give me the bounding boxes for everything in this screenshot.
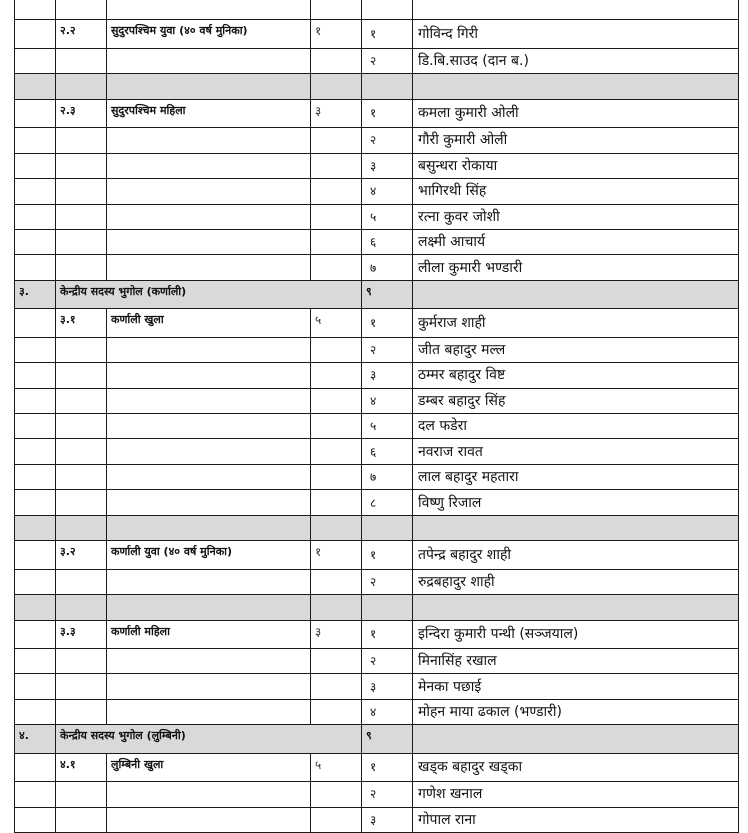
empty-cell [107,490,311,515]
subcategory-quota: ३ [311,99,362,127]
serial-number: ७ [362,255,413,280]
candidate-row [15,414,739,439]
candidate-row [15,807,739,832]
empty-cell [56,807,107,832]
empty-cell [15,515,56,540]
candidate-name: बसुन्धरा रोकाया [413,153,739,178]
empty-cell [107,179,311,204]
empty-cell [56,128,107,153]
empty-cell [15,541,56,569]
empty-cell [107,153,311,178]
empty-cell [15,782,56,807]
blank-row [15,0,739,20]
empty-cell [362,74,413,99]
subcategory-code: ३.२ [56,541,107,569]
candidate-name: डि.बि.साउद (दान ब.) [413,48,739,73]
candidate-name: गौरी कुमारी ओली [413,128,739,153]
empty-cell [413,725,739,753]
candidate-row [15,674,739,699]
empty-cell [311,337,362,362]
group-header-row [15,280,739,308]
empty-cell [15,388,56,413]
empty-cell [15,179,56,204]
empty-cell [311,153,362,178]
empty-cell [107,595,311,620]
empty-cell [56,0,107,20]
subcategory-code: ४.१ [56,753,107,781]
candidate-name: विष्णु रिजाल [413,490,739,515]
subcategory-row [15,620,739,648]
candidate-name: जीत बहादुर मल्ल [413,337,739,362]
serial-number: ३ [362,674,413,699]
empty-cell [56,439,107,464]
candidate-name: इन्दिरा कुमारी पन्थी (सञ्जयाल) [413,620,739,648]
empty-cell [56,595,107,620]
candidate-name: ठम्मर बहादुर विष्ट [413,363,739,388]
empty-cell [56,414,107,439]
empty-cell [15,99,56,127]
candidate-row [15,337,739,362]
separator-row [15,74,739,99]
empty-cell [107,515,311,540]
subcategory-code: २.३ [56,99,107,127]
empty-cell [311,648,362,673]
serial-number: ७ [362,464,413,489]
empty-cell [413,280,739,308]
subcategory-quota: ५ [311,309,362,337]
empty-cell [107,569,311,594]
serial-number: २ [362,648,413,673]
empty-cell [56,515,107,540]
empty-cell [311,48,362,73]
candidate-table [14,0,739,833]
empty-cell [107,48,311,73]
empty-cell [311,699,362,724]
empty-cell [15,153,56,178]
serial-number: १ [362,620,413,648]
empty-cell [56,388,107,413]
empty-cell [107,204,311,229]
subcategory-quota: १ [311,20,362,48]
empty-cell [15,309,56,337]
empty-cell [107,128,311,153]
subcategory-quota: ३ [311,620,362,648]
empty-cell [311,128,362,153]
empty-cell [15,255,56,280]
candidate-row [15,648,739,673]
candidate-row [15,363,739,388]
empty-cell [15,753,56,781]
subcategory-row [15,541,739,569]
empty-cell [413,74,739,99]
candidate-name: रत्ना कुवर जोशी [413,204,739,229]
candidate-row [15,179,739,204]
serial-number: १ [362,309,413,337]
empty-cell [56,153,107,178]
empty-cell [311,490,362,515]
empty-cell [15,128,56,153]
candidate-name: कमला कुमारी ओली [413,99,739,127]
subcategory-name: सुदुरपश्चिम युवा (४० वर्ष मुनिका) [107,20,311,48]
candidate-table-body [15,0,739,833]
empty-cell [311,204,362,229]
empty-cell [56,464,107,489]
empty-cell [362,515,413,540]
candidate-name: मेनका पछाई [413,674,739,699]
candidate-row [15,128,739,153]
empty-cell [15,48,56,73]
serial-number: ४ [362,179,413,204]
empty-cell [107,255,311,280]
empty-cell [56,48,107,73]
group-category: केन्द्रीय सदस्य भुगोल (कर्णाली) [56,280,362,308]
subcategory-name: लुम्बिनी खुला [107,753,311,781]
serial-number: ३ [362,807,413,832]
subcategory-name: कर्णाली महिला [107,620,311,648]
empty-cell [56,337,107,362]
empty-cell [107,674,311,699]
subcategory-code: ३.१ [56,309,107,337]
serial-number: ३ [362,363,413,388]
candidate-name: खड्क बहादुर खड्का [413,753,739,781]
empty-cell [107,363,311,388]
serial-number: १ [362,753,413,781]
empty-cell [107,782,311,807]
subcategory-quota: १ [311,541,362,569]
separator-row [15,595,739,620]
candidate-name: डम्बर बहादुर सिंह [413,388,739,413]
candidate-row [15,699,739,724]
empty-cell [56,229,107,254]
subcategory-code: ३.३ [56,620,107,648]
candidate-row [15,153,739,178]
subcategory-name: सुदुरपश्चिम महिला [107,99,311,127]
empty-cell [107,648,311,673]
empty-cell [15,439,56,464]
candidate-name: मोहन माया ढकाल (भण्डारी) [413,699,739,724]
empty-cell [15,620,56,648]
empty-cell [311,782,362,807]
serial-number: २ [362,337,413,362]
empty-cell [15,674,56,699]
empty-cell [15,569,56,594]
candidate-row [15,229,739,254]
candidate-row [15,464,739,489]
empty-cell [107,439,311,464]
candidate-row [15,388,739,413]
serial-number: १ [362,20,413,48]
empty-cell [107,229,311,254]
candidate-row [15,782,739,807]
candidate-name: गणेश खनाल [413,782,739,807]
empty-cell [56,255,107,280]
empty-cell [311,674,362,699]
subcategory-row [15,20,739,48]
candidate-name: तपेन्द्र बहादुर शाही [413,541,739,569]
candidate-name: कुर्मराज शाही [413,309,739,337]
empty-cell [311,595,362,620]
empty-cell [107,337,311,362]
empty-cell [107,388,311,413]
empty-cell [107,464,311,489]
empty-cell [56,782,107,807]
empty-cell [311,0,362,20]
group-code: ३. [15,280,56,308]
empty-cell [311,255,362,280]
empty-cell [15,74,56,99]
empty-cell [56,363,107,388]
empty-cell [362,0,413,20]
subcategory-name: कर्णाली खुला [107,309,311,337]
empty-cell [56,179,107,204]
empty-cell [15,204,56,229]
empty-cell [413,0,739,20]
empty-cell [56,569,107,594]
serial-number: ३ [362,153,413,178]
subcategory-row [15,99,739,127]
candidate-name: गोपाल राना [413,807,739,832]
serial-number: ४ [362,699,413,724]
candidate-row [15,204,739,229]
empty-cell [15,20,56,48]
empty-cell [107,74,311,99]
empty-cell [311,74,362,99]
candidate-name: भागिरथी सिंह [413,179,739,204]
empty-cell [311,414,362,439]
candidate-name: रुद्रबहादुर शाही [413,569,739,594]
serial-number: १ [362,541,413,569]
empty-cell [311,807,362,832]
empty-cell [15,648,56,673]
separator-row [15,515,739,540]
serial-number: २ [362,782,413,807]
subcategory-quota: ५ [311,753,362,781]
serial-number: ६ [362,439,413,464]
candidate-row [15,490,739,515]
empty-cell [107,414,311,439]
empty-cell [15,363,56,388]
empty-cell [15,490,56,515]
candidate-name: लाल बहादुर महतारा [413,464,739,489]
candidate-name: मिनासिंह रखाल [413,648,739,673]
empty-cell [56,204,107,229]
candidate-row [15,255,739,280]
serial-number: ८ [362,490,413,515]
empty-cell [362,595,413,620]
empty-cell [311,388,362,413]
serial-number: ५ [362,414,413,439]
empty-cell [311,439,362,464]
serial-number: २ [362,48,413,73]
subcategory-row [15,753,739,781]
serial-number: ५ [362,204,413,229]
empty-cell [15,595,56,620]
empty-cell [413,595,739,620]
empty-cell [15,229,56,254]
empty-cell [15,699,56,724]
candidate-name: नवराज रावत [413,439,739,464]
candidate-name: लक्ष्मी आचार्य [413,229,739,254]
empty-cell [311,464,362,489]
empty-cell [107,699,311,724]
candidate-row [15,439,739,464]
empty-cell [56,74,107,99]
subcategory-row [15,309,739,337]
group-quota: ९ [362,725,413,753]
empty-cell [56,699,107,724]
empty-cell [56,648,107,673]
empty-cell [56,490,107,515]
serial-number: ४ [362,388,413,413]
empty-cell [15,807,56,832]
empty-cell [311,363,362,388]
empty-cell [311,569,362,594]
serial-number: ६ [362,229,413,254]
candidate-name: दल फडेरा [413,414,739,439]
empty-cell [311,179,362,204]
empty-cell [107,807,311,832]
candidate-row [15,48,739,73]
group-header-row [15,725,739,753]
group-code: ४. [15,725,56,753]
empty-cell [15,464,56,489]
candidate-row [15,569,739,594]
candidate-name: लीला कुमारी भण्डारी [413,255,739,280]
serial-number: १ [362,99,413,127]
subcategory-code: २.२ [56,20,107,48]
group-category: केन्द्रीय सदस्य भुगोल (लुम्बिनी) [56,725,362,753]
empty-cell [15,0,56,20]
subcategory-name: कर्णाली युवा (४० वर्ष मुनिका) [107,541,311,569]
candidate-name: गोविन्द गिरी [413,20,739,48]
empty-cell [413,515,739,540]
serial-number: २ [362,569,413,594]
empty-cell [107,0,311,20]
group-quota: ९ [362,280,413,308]
empty-cell [311,515,362,540]
empty-cell [311,229,362,254]
empty-cell [15,337,56,362]
empty-cell [15,414,56,439]
empty-cell [56,674,107,699]
serial-number: २ [362,128,413,153]
